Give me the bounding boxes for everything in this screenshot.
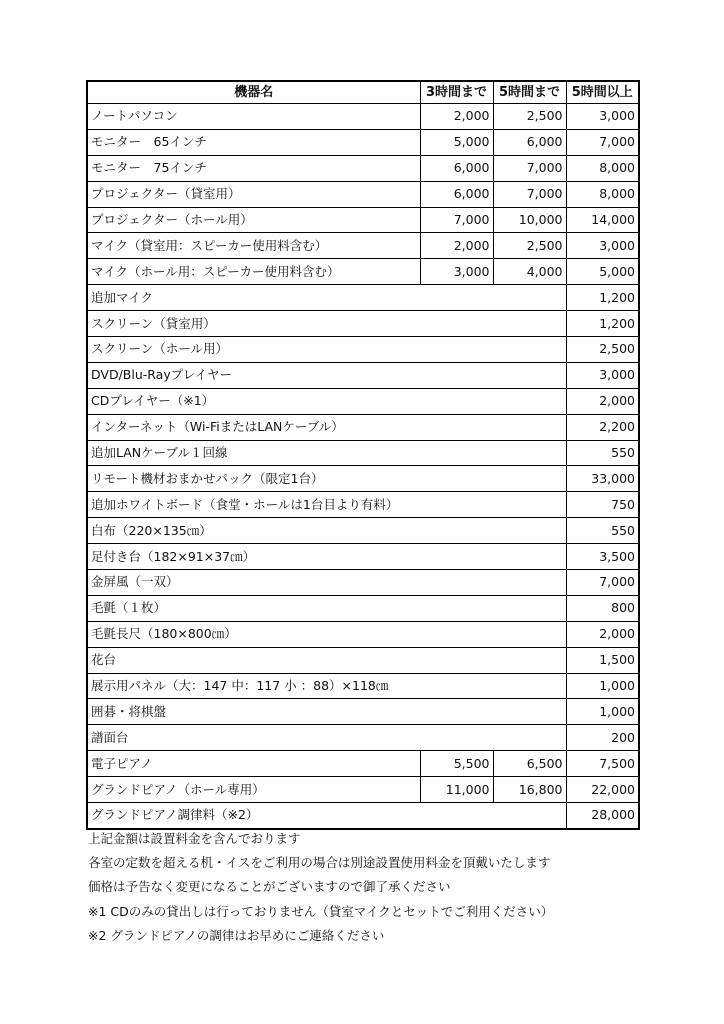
table-row [87, 181, 639, 207]
price-3h: 5,500 [420, 751, 493, 777]
item-name: リモート機材おまかせパック（限定1台） [87, 466, 566, 492]
item-name: モニター 65インチ [87, 129, 420, 155]
item-name: CDプレイヤー（※1） [87, 388, 566, 414]
item-name: グランドピアノ調律料（※2） [87, 803, 566, 829]
item-name: 毛氈（１枚） [87, 595, 566, 621]
price-5h: 2,500 [493, 104, 566, 130]
item-name: スクリーン（貸室用） [87, 311, 566, 337]
equipment-price-table [86, 80, 640, 830]
item-name: 花台 [87, 647, 566, 673]
table-row [87, 440, 639, 466]
price-5h: 4,000 [493, 259, 566, 285]
price-3h: 2,000 [420, 104, 493, 130]
note-line: ※2 グランドピアノの調律はお早めにご連絡ください [88, 927, 385, 943]
item-name: 電子ピアノ [87, 751, 420, 777]
item-name: プロジェクター（ホール用） [87, 207, 420, 233]
flat-price: 2,000 [566, 388, 639, 414]
table-row [87, 544, 639, 570]
price-3h: 5,000 [420, 129, 493, 155]
flat-price: 1,200 [566, 285, 639, 311]
note-line: 価格は予告なく変更になることがございますので御了承ください [88, 879, 451, 895]
price-3h: 6,000 [420, 155, 493, 181]
flat-price: 1,200 [566, 311, 639, 337]
flat-price: 1,500 [566, 647, 639, 673]
price-over-5h: 22,000 [566, 777, 639, 803]
flat-price: 200 [566, 725, 639, 751]
price-over-5h: 3,000 [566, 233, 639, 259]
table-row [87, 803, 639, 829]
item-name: 白布（220×135㎝） [87, 518, 566, 544]
note-line: 各室の定数を超える机・イスをご利用の場合は別途設置使用料金を頂戴いたします [88, 855, 551, 871]
table-row [87, 104, 639, 130]
price-over-5h: 8,000 [566, 181, 639, 207]
item-name: 追加LANケーブル１回線 [87, 440, 566, 466]
table-row [87, 337, 639, 363]
price-over-5h: 7,500 [566, 751, 639, 777]
price-3h: 3,000 [420, 259, 493, 285]
item-name: プロジェクター（貸室用） [87, 181, 420, 207]
item-name: 足付き台（182×91×37㎝） [87, 544, 566, 570]
item-name: モニター 75インチ [87, 155, 420, 181]
flat-price: 2,000 [566, 621, 639, 647]
item-name: グランドピアノ（ホール専用） [87, 777, 420, 803]
flat-price: 550 [566, 518, 639, 544]
price-5h: 6,500 [493, 751, 566, 777]
item-name: 譜面台 [87, 725, 566, 751]
table-row [87, 518, 639, 544]
table-row [87, 414, 639, 440]
table-row [87, 570, 639, 596]
flat-price: 550 [566, 440, 639, 466]
item-name: マイク（貸室用：スピーカー使用料含む） [87, 233, 420, 259]
item-name: 囲碁・将棋盤 [87, 699, 566, 725]
header-item: 機器名 [87, 81, 420, 104]
price-over-5h: 8,000 [566, 155, 639, 181]
item-name: DVD/Blu-Rayプレイヤー [87, 362, 566, 388]
flat-price: 3,000 [566, 362, 639, 388]
table-row [87, 751, 639, 777]
item-name: 追加ホワイトボード（食堂・ホールは1台目より有料） [87, 492, 566, 518]
flat-price: 28,000 [566, 803, 639, 829]
table-row [87, 466, 639, 492]
flat-price: 3,500 [566, 544, 639, 570]
table-row [87, 285, 639, 311]
header-over-5h: 5時間以上 [566, 81, 639, 104]
table-row [87, 259, 639, 285]
table-row [87, 725, 639, 751]
price-over-5h: 5,000 [566, 259, 639, 285]
price-3h: 2,000 [420, 233, 493, 259]
note-line: 上記金額は設置料金を含んでおります [88, 831, 301, 846]
flat-price: 7,000 [566, 570, 639, 596]
item-name: インターネット（Wi-FiまたはLANケーブル） [87, 414, 566, 440]
item-name: 金屏風（一双） [87, 570, 566, 596]
footnotes [88, 827, 688, 948]
flat-price: 1,000 [566, 699, 639, 725]
flat-price: 2,500 [566, 337, 639, 363]
item-name: 展示用パネル（大：147 中：117 小 ：88）×118㎝ [87, 673, 566, 699]
price-5h: 7,000 [493, 181, 566, 207]
table-row [87, 699, 639, 725]
table-row [87, 673, 639, 699]
table-row [87, 233, 639, 259]
price-5h: 16,800 [493, 777, 566, 803]
table-row [87, 777, 639, 803]
header-3h: 3時間まで [420, 81, 493, 104]
table-row [87, 647, 639, 673]
item-name: マイク（ホール用：スピーカー使用料含む） [87, 259, 420, 285]
table-row [87, 129, 639, 155]
price-over-5h: 3,000 [566, 104, 639, 130]
price-3h: 7,000 [420, 207, 493, 233]
table-row [87, 595, 639, 621]
flat-price: 2,200 [566, 414, 639, 440]
flat-price: 1,000 [566, 673, 639, 699]
note-line: ※1 CDのみの貸出しは行っておりません（貸室マイクとセットでご利用ください） [88, 903, 554, 919]
table-row [87, 492, 639, 518]
header-5h: 5時間まで [493, 81, 566, 104]
flat-price: 33,000 [566, 466, 639, 492]
price-5h: 7,000 [493, 155, 566, 181]
price-5h: 10,000 [493, 207, 566, 233]
item-name: ノートパソコン [87, 104, 420, 130]
table-row [87, 207, 639, 233]
flat-price: 800 [566, 595, 639, 621]
table-row [87, 388, 639, 414]
price-3h: 6,000 [420, 181, 493, 207]
table-row [87, 621, 639, 647]
item-name: 追加マイク [87, 285, 566, 311]
price-over-5h: 7,000 [566, 129, 639, 155]
table-header-row [87, 81, 639, 104]
table-row [87, 362, 639, 388]
flat-price: 750 [566, 492, 639, 518]
item-name: スクリーン（ホール用） [87, 337, 566, 363]
price-5h: 2,500 [493, 233, 566, 259]
item-name: 毛氈長尺（180×800㎝） [87, 621, 566, 647]
price-over-5h: 14,000 [566, 207, 639, 233]
price-3h: 11,000 [420, 777, 493, 803]
table-row [87, 155, 639, 181]
table-row [87, 311, 639, 337]
price-5h: 6,000 [493, 129, 566, 155]
